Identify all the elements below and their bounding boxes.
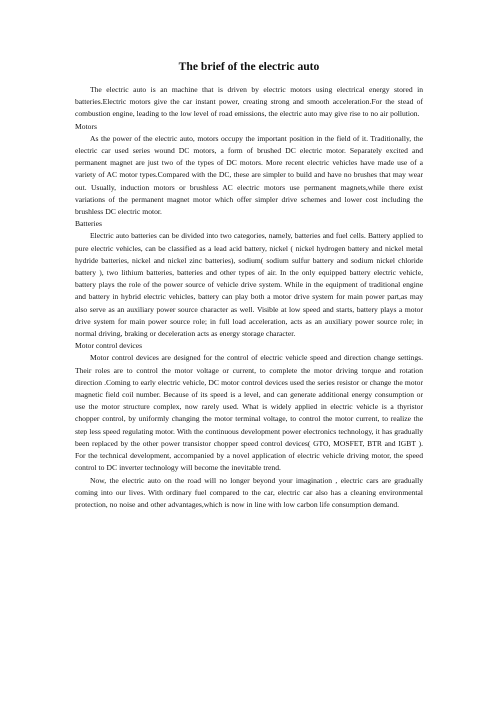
document-page [75, 60, 423, 511]
intro-paragraph: The electric auto is an machine that is driven by electric motors using electrical energy stored in batteries.Electric motors give the car instant power, creating strong and smooth acceleration.For the stead of combustion engine, leading to the low level of road emissions, the electric auto may give rise to no air pollution. [75, 85, 423, 119]
motor-control-heading: Motor control devices [75, 341, 143, 351]
motors-heading: Motors [75, 121, 97, 131]
batteries-paragraph: Electric auto batteries can be divided into two categories, namely, batteries and fuel cells. Battery applied to pure electric vehicles, can be classified as a lead acid battery, nickel ( nickel hydrogen battery and nickel metal hydride batteries, nickel and nickel zinc batteries), sodium( sodium sulfur battery and sodium nickel chloride battery ), two lithium batteries, batteries and other types of air. In the only equipped battery electric vehicle, battery plays the role of the power source of vehicle drive system. While in the equipment of traditional engine and battery in hybrid electric vehicles, battery can play both a motor drive system for main power part,as may also serve as an auxiliary power source character as well. Visible at low speed and starts, battery plays a motor drive system for main power source role; in full load acceleration, acts as an auxiliary power source role; in normal driving, braking or deceleration acts as energy storage character. [75, 231, 423, 339]
document-title: The brief of the electric auto [178, 60, 320, 73]
motor-control-paragraph: Motor control devices are designed for the control of electric vehicle speed and direction change settings. Their roles are to control the motor voltage or current, to complete the motor driving torque and rotation direction .Coming to early electric vehicle, DC motor control devices used the series resistor or change the motor magnetic field coil number. Because of its speed is a level, and can generate additional energy consumption or use the motor structure complex, now rarely used. What is widely applied in electric vehicle is a thyristor chopper control, by uniformly changing the motor terminal voltage, to control the motor current, to realize the step less speed regulating motor. With the continuous development power electronics technology, it has gradually been replaced by the other power transistor chopper speed control devices( GTO, MOSFET, BTR and IGBT ). For the technical development, accompanied by a novel application of electric vehicle driving motor, the speed control to DC inverter technology will become the inevitable trend. [75, 353, 423, 473]
conclusion-paragraph: Now, the electric auto on the road will no longer beyond your imagination , electric cars are gradually coming into our lives. With ordinary fuel compared to the car, electric car also has a cleaning environmental protection, no noise and other advantages,which is now in line with low carbon life consumption demand. [75, 475, 423, 509]
batteries-heading: Batteries [75, 219, 102, 229]
motors-paragraph: As the power of the electric auto, motors occupy the important position in the field of it. Traditionally, the electric car used series wound DC motors, a form of brushed DC electric motor. Separately excited and permanent magnet are just two of the types of DC motors. More recent electric vehicles have made use of a variety of AC motor types.Compared with the DC, these are simpler to build and have no brushes that may wear out. Usually, induction motors or brushless AC electric motors use permanent magnets,while there exist variations of the permanent magnet motor which offer simpler drive schemes and lower cost including the brushless DC electric motor. [75, 133, 423, 217]
